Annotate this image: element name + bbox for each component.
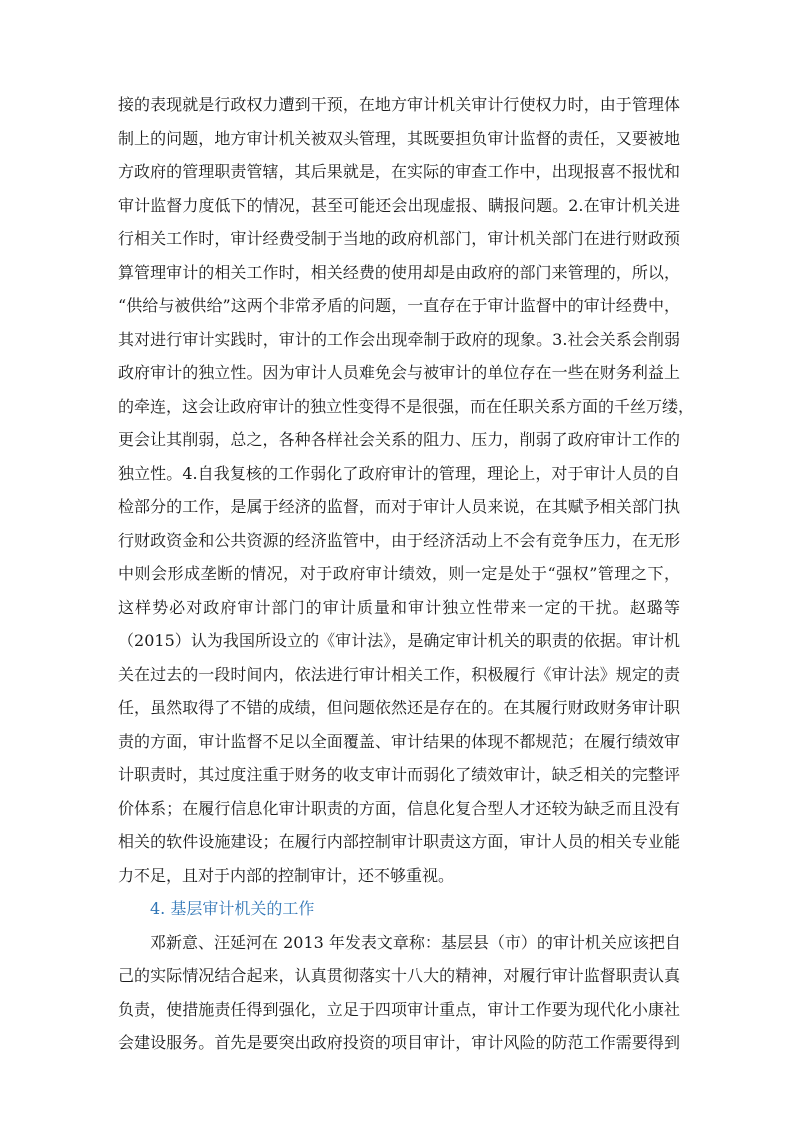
document-body bbox=[118, 88, 695, 1060]
text-line: 方政府的管理职责管辖，其后果就是，在实际的审查工作中，出现报喜不报忧和 bbox=[118, 162, 680, 181]
text-line: 责的方面，审计监督不足以全面覆盖、审计结果的体现不都规范；在履行绩效审 bbox=[118, 731, 680, 751]
text-line: 检部分的工作，是属于经济的监督，而对于审计人员来说，在其赋予相关部门执 bbox=[118, 497, 680, 516]
paragraph-2 bbox=[118, 926, 680, 1060]
text-line: 审计监督力度低下的情况，甚至可能还会出现虚报、瞒报问题。2.在审计机关进 bbox=[118, 195, 680, 215]
text-line: 更会让其削弱，总之，各种各样社会关系的阻力、压力，削弱了政府审计工作的 bbox=[118, 430, 680, 449]
text-line: 己的实际情况结合起来，认真贯彻落实十八大的精神，对履行审计监督职责认真 bbox=[118, 966, 680, 985]
text-line: 中则会形成垄断的情况，对于政府审计绩效，则一定是处于“强权”管理之下， bbox=[118, 564, 680, 583]
text-line: 相关的软件设施建设；在履行内部控制审计职责这方面，审计人员的相关专业能 bbox=[118, 832, 680, 851]
text-line: 行财政资金和公共资源的经济监管中，由于经济活动上不会有竞争压力，在无形 bbox=[118, 530, 680, 550]
text-line: 其对进行审计实践时，审计的工作会出现牵制于政府的现象。3.社会关系会削弱 bbox=[118, 329, 680, 349]
text-line: 政府审计的独立性。因为审计人员难免会与被审计的单位存在一些在财务利益上 bbox=[118, 363, 680, 382]
text-line: 独立性。4.自我复核的工作弱化了政府审计的管理，理论上，对于审计人员的自 bbox=[118, 463, 680, 483]
text-line: 算管理审计的相关工作时，相关经费的使用却是由政府的部门来管理的，所以， bbox=[118, 262, 680, 282]
text-line: 制上的问题，地方审计机关被双头管理，其既要担负审计监督的责任，又要被地 bbox=[118, 128, 680, 148]
text-line: 这样势必对政府审计部门的审计质量和审计独立性带来一定的干扰。赵璐等 bbox=[118, 597, 680, 617]
text-line: 价体系；在履行信息化审计职责的方面，信息化复合型人才还较为缺乏而且没有 bbox=[118, 798, 680, 818]
text-line: 力不足，且对于内部的控制审计，还不够重视。 bbox=[118, 865, 455, 885]
text-line: 计职责时，其过度注重于财务的收支审计而弱化了绩效审计，缺乏相关的完整评 bbox=[118, 765, 680, 784]
text-line: （2015）认为我国所设立的《审计法》，是确定审计机关的职责的依据。审计机 bbox=[118, 631, 680, 650]
text-line: “供给与被供给”这两个非常矛盾的问题，一直存在于审计监督中的审计经费中， bbox=[118, 296, 680, 315]
text-line: 负责，使措施责任得到强化，立足于四项审计重点，审计工作要为现代化小康社 bbox=[118, 999, 680, 1019]
text-line: 任，虽然取得了不错的成绩，但问题依然还是存在的。在其履行财政财务审计职 bbox=[118, 698, 680, 717]
text-line: 接的表现就是行政权力遭到干预，在地方审计机关审计行使权力时，由于管理体 bbox=[118, 95, 680, 114]
text-line: 的牵连，这会让政府审计的独立性变得不是很强，而在任职关系方面的千丝万缕， bbox=[118, 396, 695, 416]
text-line: 邓新意、汪延河在 2013 年发表文章称：基层县（市）的审计机关应该把自 bbox=[150, 932, 681, 952]
paragraph-1 bbox=[118, 88, 695, 892]
text-line: 行相关工作时，审计经费受制于当地的政府机部门，审计机关部门在进行财政预 bbox=[118, 229, 680, 248]
text-line: 关在过去的一段时间内，依法进行审计相关工作，积极履行《审计法》规定的责 bbox=[118, 664, 680, 684]
text-line: 会建设服务。首先是要突出政府投资的项目审计，审计风险的防范工作需要得到 bbox=[118, 1033, 680, 1052]
section-heading: 4. 基层审计机关的工作 bbox=[150, 899, 315, 918]
